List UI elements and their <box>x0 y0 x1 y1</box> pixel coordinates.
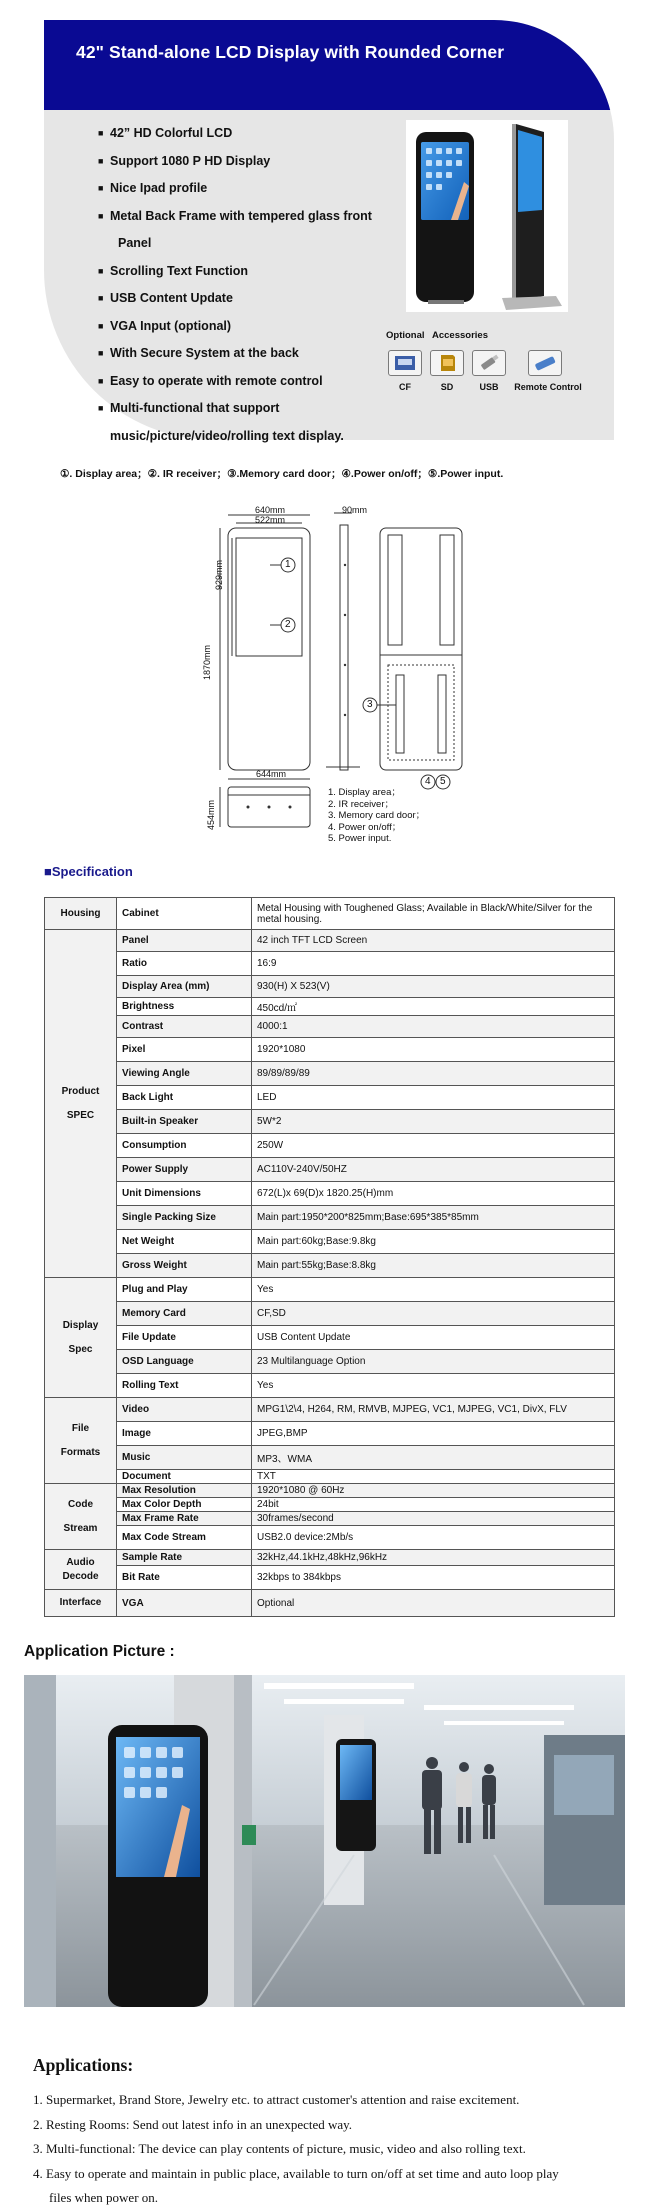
spec-label: Video <box>117 1398 252 1422</box>
accessory-caption: CF <box>399 382 411 392</box>
feature-item-continuation: music/picture/video/rolling text display. <box>110 428 344 443</box>
spec-label: OSD Language <box>117 1350 252 1374</box>
table-row <box>45 1206 615 1230</box>
feature-item: ■ VGA Input (optional) <box>98 313 398 341</box>
applications-list <box>33 2088 623 2211</box>
spec-value: JPEG,BMP <box>252 1422 615 1446</box>
spec-label: Max Color Depth <box>117 1498 252 1512</box>
spec-value: 32kbps to 384kbps <box>252 1566 615 1590</box>
spec-label: Unit Dimensions <box>117 1182 252 1206</box>
group-label-line: Code <box>68 1498 93 1510</box>
accessory-caption: SD <box>440 382 454 392</box>
table-row <box>45 976 615 998</box>
specification-table <box>44 897 615 1617</box>
legend-item: 2. IR receiver； <box>328 798 394 810</box>
table-row <box>45 930 615 952</box>
spec-value: Main part:60kg;Base:9.8kg <box>252 1230 615 1254</box>
spec-label: Pixel <box>117 1038 252 1062</box>
feature-item: ■ Multi-functional that support <box>98 395 398 423</box>
table-row <box>45 1158 615 1182</box>
table-row <box>45 1182 615 1206</box>
table-row <box>45 1062 615 1086</box>
spec-value: 32kHz,44.1kHz,48kHz,96kHz <box>252 1550 615 1566</box>
product-header-panel <box>44 20 614 443</box>
spec-value: Metal Housing with Toughened Glass; Available in Black/White/Silver for the metal housing. <box>252 898 615 930</box>
dimension-diagram <box>200 505 480 845</box>
spec-value: Yes <box>252 1278 615 1302</box>
spec-value: 24bit <box>252 1498 615 1512</box>
legend-item: 1. Display area； <box>328 787 401 798</box>
table-row <box>45 1498 615 1512</box>
feature-item: ■ Nice Ipad profile <box>98 175 398 203</box>
spec-value: CF,SD <box>252 1302 615 1326</box>
diagram-legend <box>328 787 425 845</box>
group-cell-housing: Housing <box>45 898 117 930</box>
table-row <box>45 1254 615 1278</box>
spec-label: Ratio <box>117 952 252 976</box>
spec-label: Viewing Angle <box>117 1062 252 1086</box>
spec-value: Main part:1950*200*825mm;Base:695*385*85mm <box>252 1206 615 1230</box>
group-label-line: File <box>71 1422 90 1434</box>
callout-number: 3 <box>367 699 373 710</box>
spec-value: 930(H) X 523(V) <box>252 976 615 998</box>
feature-item: ■ 42” HD Colorful LCD <box>98 120 398 148</box>
dimension-label: 454mm <box>206 799 216 830</box>
table-row <box>45 1038 615 1062</box>
spec-label: Gross Weight <box>117 1254 252 1278</box>
list-item-continuation: files when power on. <box>49 2190 159 2205</box>
spec-label: File Update <box>117 1326 252 1350</box>
remote-control-icon <box>528 350 562 376</box>
table-row <box>45 1470 615 1484</box>
legend-item: 3. Memory card door； <box>328 810 426 821</box>
feature-item: ■ Metal Back Frame with tempered glass front <box>98 203 398 231</box>
spec-value: LED <box>252 1086 615 1110</box>
table-row <box>45 1512 615 1526</box>
table-row <box>45 1484 615 1498</box>
spec-label: Music <box>117 1446 252 1470</box>
spec-label: Max Code Stream <box>117 1526 252 1550</box>
table-row <box>45 1350 615 1374</box>
group-cell-interface: Interface <box>45 1590 117 1617</box>
spec-label: Image <box>117 1422 252 1446</box>
table-row <box>45 1446 615 1470</box>
list-item: 2. Resting Rooms: Send out latest info in an unexpected way. <box>33 2116 353 2132</box>
callout-number: 1 <box>285 559 291 570</box>
spec-label: Max Frame Rate <box>117 1512 252 1526</box>
spec-value: Main part:55kg;Base:8.8kg <box>252 1254 615 1278</box>
spec-value: 4000:1 <box>252 1016 615 1038</box>
spec-label: Max Resolution <box>117 1484 252 1498</box>
dimension-label: 644mm <box>256 769 287 779</box>
table-row <box>45 1016 615 1038</box>
optional-label: Optional <box>386 330 425 341</box>
spec-label: Brightness <box>117 998 252 1016</box>
sd-card-icon <box>430 350 464 376</box>
dimension-label: 90mm <box>342 505 368 515</box>
group-cell-file-formats <box>45 1398 117 1484</box>
feature-item: ■ Scrolling Text Function <box>98 258 398 286</box>
spec-label: Cabinet <box>117 898 252 930</box>
dimension-label: 1870mm <box>202 644 212 680</box>
group-label-line: SPEC <box>66 1109 95 1121</box>
feature-item-continuation: Panel <box>118 236 152 250</box>
callout-number: 5 <box>440 776 446 787</box>
spec-value: 42 inch TFT LCD Screen <box>252 930 615 952</box>
group-label-line: Formats <box>60 1446 101 1458</box>
group-label-line: Decode <box>62 1570 99 1582</box>
parts-legend-line: ①. Display area；②. IR receiver；③.Memory card door；④.Power on/off；⑤.Power input. <box>60 468 504 480</box>
spec-label: Sample Rate <box>117 1550 252 1566</box>
table-row <box>45 1086 615 1110</box>
spec-label: Contrast <box>117 1016 252 1038</box>
spec-value: 16:9 <box>252 952 615 976</box>
spec-label: Plug and Play <box>117 1278 252 1302</box>
spec-value: 5W*2 <box>252 1110 615 1134</box>
table-row <box>45 1374 615 1398</box>
table-row <box>45 1326 615 1350</box>
group-cell-audio-decode <box>45 1550 117 1590</box>
group-label-line: Audio <box>66 1556 95 1568</box>
dimension-label: 522mm <box>255 515 286 525</box>
legend-item: 5. Power input. <box>328 833 392 844</box>
feature-item: ■ USB Content Update <box>98 285 398 313</box>
spec-value: 30frames/second <box>252 1512 615 1526</box>
spec-label: Rolling Text <box>117 1374 252 1398</box>
spec-value: 250W <box>252 1134 615 1158</box>
spec-label: Memory Card <box>117 1302 252 1326</box>
spec-label: Back Light <box>117 1086 252 1110</box>
applications-heading: Applications: <box>33 2055 134 2075</box>
table-row <box>45 898 615 930</box>
table-row <box>45 998 615 1016</box>
callout-number: 4 <box>425 776 431 787</box>
header-title-band <box>44 20 614 110</box>
group-label-line: Stream <box>63 1522 98 1534</box>
feature-item: ■ With Secure System at the back <box>98 340 398 368</box>
spec-value: 23 Multilanguage Option <box>252 1350 615 1374</box>
spec-value: USB2.0 device:2Mb/s <box>252 1526 615 1550</box>
application-photo <box>24 1675 625 2007</box>
accessory-caption: USB <box>479 382 499 392</box>
specification-heading: ■Specification <box>44 864 133 879</box>
table-row <box>45 952 615 976</box>
spec-value: MPG1\2\4, H264, RM, RMVB, MJPEG, VC1, MJPEG, VC1, DivX, FLV <box>252 1398 615 1422</box>
table-row <box>45 1134 615 1158</box>
dimension-label: 929mm <box>214 559 224 590</box>
spec-label: VGA <box>117 1590 252 1617</box>
spec-value: 450cd/㎡ <box>252 998 615 1016</box>
table-row <box>45 1566 615 1590</box>
accessories-label: Accessories <box>432 330 488 341</box>
spec-label: Document <box>117 1470 252 1484</box>
table-row <box>45 1526 615 1550</box>
table-row <box>45 1278 615 1302</box>
usb-drive-icon <box>472 350 506 376</box>
kiosk-product-image <box>406 120 568 312</box>
table-row <box>45 1230 615 1254</box>
spec-value: AC110V-240V/50HZ <box>252 1158 615 1182</box>
spec-value: USB Content Update <box>252 1326 615 1350</box>
spec-label: Display Area (mm) <box>117 976 252 998</box>
spec-label: Consumption <box>117 1134 252 1158</box>
application-picture-heading: Application Picture : <box>24 1643 175 1660</box>
callout-number: 2 <box>285 619 291 630</box>
spec-label: Panel <box>117 930 252 952</box>
list-item: 3. Multi-functional: The device can play contents of picture, music, video and also rolling text. <box>33 2141 526 2156</box>
spec-value: 1920*1080 @ 60Hz <box>252 1484 615 1498</box>
list-item: 1. Supermarket, Brand Store, Jewelry etc. to attract customer's attention and raise excitement. <box>33 2092 520 2107</box>
spec-label: Built-in Speaker <box>117 1110 252 1134</box>
spec-value: 89/89/89/89 <box>252 1062 615 1086</box>
table-row <box>45 1302 615 1326</box>
list-item: 4. Easy to operate and maintain in public place, available to turn on/off at set time and auto loop play <box>33 2165 559 2181</box>
feature-list <box>98 120 398 450</box>
spec-value: Optional <box>252 1590 615 1617</box>
feature-item: ■ Easy to operate with remote control <box>98 368 398 396</box>
group-cell-code-stream <box>45 1484 117 1550</box>
table-row <box>45 1590 615 1617</box>
table-row <box>45 1422 615 1446</box>
page-title: 42" Stand-alone LCD Display with Rounded Corner <box>76 42 505 62</box>
spec-value: 672(L)x 69(D)x 1820.25(H)mm <box>252 1182 615 1206</box>
group-cell-product-spec <box>45 930 117 1278</box>
group-label-line: Spec <box>68 1343 93 1355</box>
spec-label: Single Packing Size <box>117 1206 252 1230</box>
spec-value: 1920*1080 <box>252 1038 615 1062</box>
spec-label: Net Weight <box>117 1230 252 1254</box>
group-cell-display-spec <box>45 1278 117 1398</box>
spec-label: Bit Rate <box>117 1566 252 1590</box>
feature-item: ■ Support 1080 P HD Display <box>98 148 398 176</box>
accessory-caption: Remote Control <box>514 382 582 392</box>
spec-value: Yes <box>252 1374 615 1398</box>
table-row <box>45 1398 615 1422</box>
table-row <box>45 1110 615 1134</box>
spec-value: TXT <box>252 1470 615 1484</box>
table-row <box>45 1550 615 1566</box>
spec-label: Power Supply <box>117 1158 252 1182</box>
legend-item: 4. Power on/off； <box>328 821 402 833</box>
cf-card-icon <box>388 350 422 376</box>
spec-value: MP3、WMA <box>252 1446 615 1470</box>
dimension-label: 640mm <box>255 505 286 515</box>
group-label-line: Product <box>61 1085 100 1097</box>
group-label-line: Display <box>62 1319 99 1331</box>
